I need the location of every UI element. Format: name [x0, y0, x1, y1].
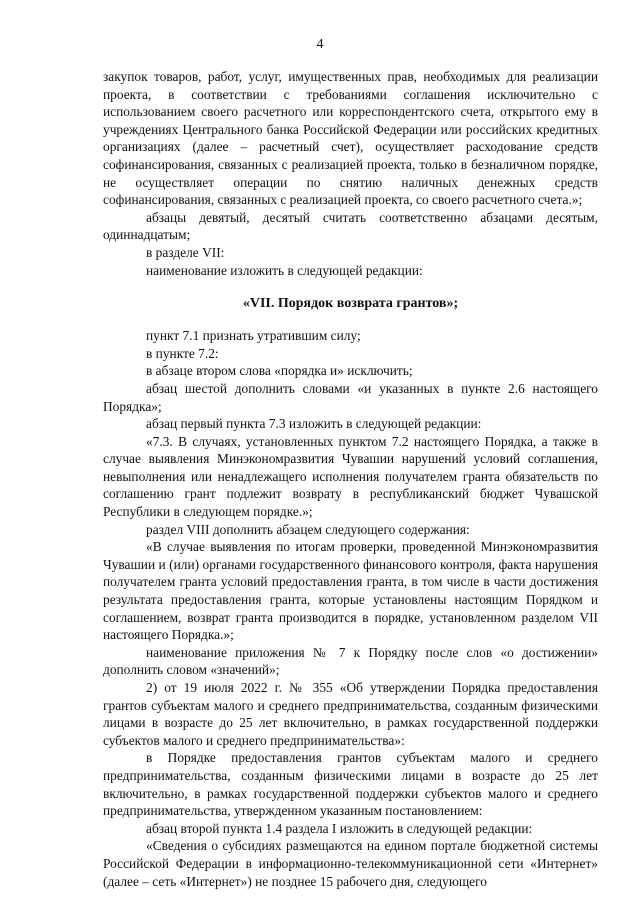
paragraph: закупок товаров, работ, услуг, имущественных прав, необходимых для реализации проекта, в соответствии с требованиями соглашения исключительно с использованием своего расчетного или корреспондентского счета, открытого ему в учреждениях Центрального банка Российской Федерации или российских кредитных организациях (далее – расчетный счет), осуществляет расходование средств софинансирования, связанных с реализацией проекта, только в безналичном порядке, не осуществляет операции по снятию наличных денежных средств софинансирования, связанных с реализацией проекта, со своего расчетного счета.»;	[103, 69, 598, 208]
paragraph: пункт 7.1 признать утратившим силу;	[146, 328, 361, 344]
paragraph: абзацы девятый, десятый считать соответственно абзацами десятым, одиннадцатым;	[103, 209, 598, 243]
paragraph: «В случае выявления по итогам проверки, проведенной Минэкономразвития Чувашии и (или) органами государственного финансового контроля, факта нарушения получателем гранта условий предоставления гранта, в том числе в части достижения результата предоставления гранта, которые установлены настоящим Порядком и соглашением, возврат гранта производится в порядке, установленном разделом VII настоящего Порядка.»;	[103, 539, 598, 643]
paragraph: в Порядке предоставления грантов субъектам малого и среднего предпринимательства, созданным физическими лицами в возрасте до 25 лет включительно, в рамках государственной поддержки субъектов малого и среднего предпринимательства, утвержденном указанным постановлением:	[103, 750, 598, 819]
section-heading: «VII. Порядок возврата грантов»;	[242, 296, 459, 312]
paragraph: «Сведения о субсидиях размещаются на едином портале бюджетной системы Российской Федерации в информационно-телекоммуникационной сети «Интернет» (далее – сеть «Интернет») не позднее 15 рабочего дня, следующего	[103, 838, 598, 889]
paragraph: в пункте 7.2:	[146, 345, 219, 361]
document-body	[103, 68, 598, 890]
paragraph: абзац первый пункта 7.3 изложить в следующей редакции:	[146, 416, 482, 432]
paragraph: абзац шестой дополнить словами «и указанных в пункте 2.6 настоящего Порядка»;	[103, 380, 598, 414]
paragraph: наименование изложить в следующей редакции:	[146, 262, 423, 278]
paragraph: абзац второй пункта 1.4 раздела I изложить в следующей редакции:	[146, 820, 533, 836]
paragraph: наименование приложения № 7 к Порядку после слов «о достижении» дополнить словом «значений»;	[103, 644, 598, 678]
paragraph: 2) от 19 июля 2022 г. № 355 «Об утверждении Порядка предоставления грантов субъектам малого и среднего предпринимательства, созданным физическими лицами в возрасте до 25 лет включительно, в рамках государственной поддержки субъектов малого и среднего предпринимательства»:	[103, 680, 598, 748]
paragraph: в абзаце втором слова «порядка и» исключить;	[146, 363, 413, 379]
page-number: 4	[316, 37, 324, 52]
paragraph: «7.3. В случаях, установленных пунктом 7.2 настоящего Порядка, а также в случае выявления Минэкономразвития Чувашии нарушений условий соглашения, невыполнения или ненадлежащего исполнения получателем гранта обязательств по соглашению грант подлежит возврату в республиканский бюджет Чувашской Республики в следующем порядке.»;	[103, 433, 598, 520]
paragraphs-after-heading	[103, 327, 598, 890]
paragraphs-before-heading	[103, 68, 598, 279]
paragraph: раздел VIII дополнить абзацем следующего содержания:	[146, 521, 470, 537]
paragraph: в разделе VII:	[146, 244, 225, 260]
